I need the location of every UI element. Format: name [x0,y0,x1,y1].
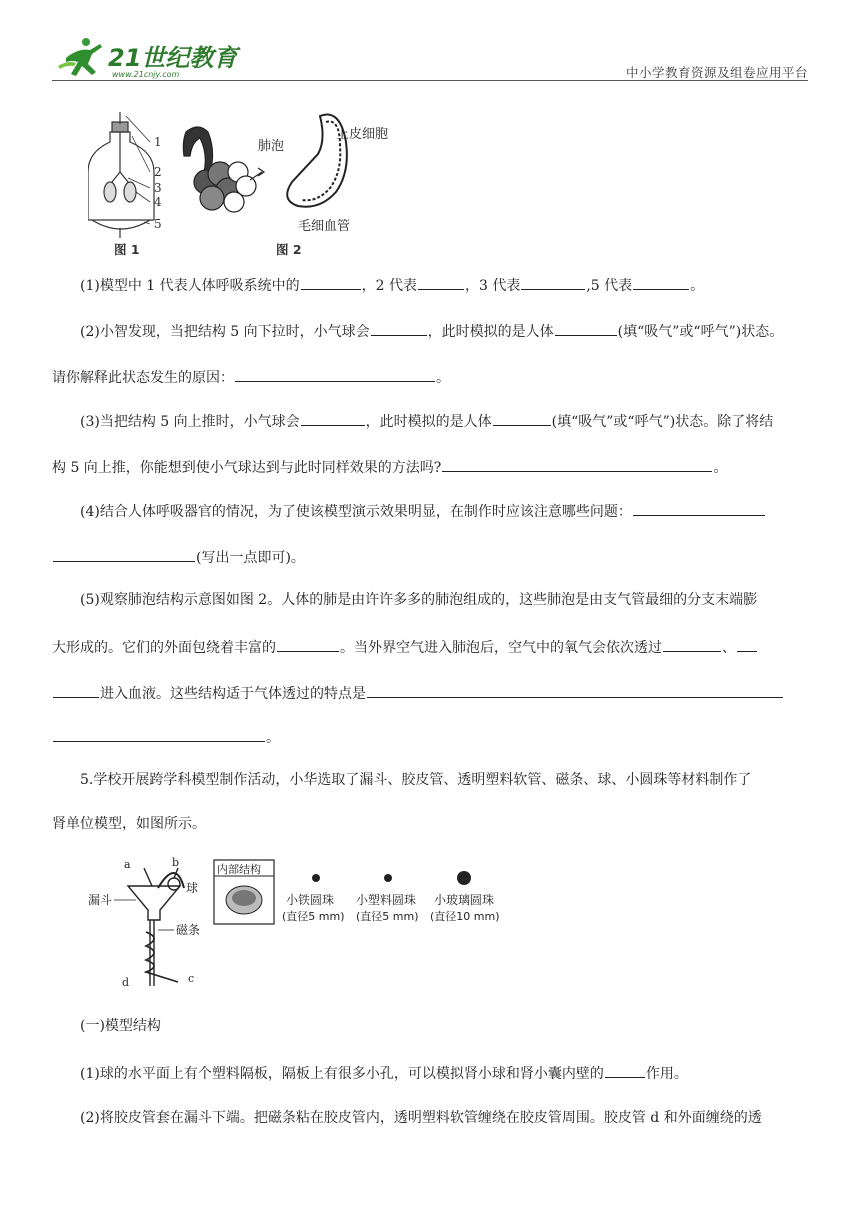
answer-blank[interactable] [53,682,99,698]
answer-blank[interactable] [633,274,689,290]
question-5: (5)观察肺泡结构示意图如图 2。人体的肺是由许许多多的肺泡组成的，这些肺泡是由支气管最细的分支末端膨 [80,592,758,608]
section-q1: (1)球的水平面上有个塑料隔板，隔板上有很多小孔，可以模拟肾小球和肾小囊内壁的 作用。 [80,1062,810,1084]
answer-blank[interactable] [367,682,783,698]
bead-size: (直径10 mm) [430,910,500,923]
label-c: c [188,972,195,985]
bead-size: (直径5 mm) [282,910,345,923]
logo-text: 21世纪教育 [108,44,238,72]
answer-blank[interactable] [442,456,712,472]
answer-blank[interactable] [371,320,427,336]
question-4-line2: (写出一点即可)。 [52,546,810,568]
answer-blank[interactable] [493,410,551,426]
answer-blank[interactable] [663,636,721,652]
answer-blank[interactable] [53,546,195,562]
label-funnel: 漏斗 [88,893,113,907]
answer-blank[interactable] [521,274,585,290]
question-5-line2: 大形成的。它们的外面包绕着丰富的 。当外界空气进入肺泡后，空气中的氧气会依次透过 、 [52,636,810,658]
answer-blank[interactable] [605,1062,645,1078]
answer-blank[interactable] [633,500,765,516]
section-q2: (2)将胶皮管套在漏斗下端。把磁条粘在胶皮管内，透明塑料软管缠绕在胶皮管周围。胶皮管 d 和外面缠绕的透 [80,1110,762,1126]
question-2-line2: 请你解释此状态发生的原因： 。 [52,366,810,388]
label-d: d [122,976,130,989]
label-a: a [124,858,131,871]
fig1-label-1: 1 [154,135,162,149]
logo [52,36,252,80]
answer-blank[interactable] [301,410,365,426]
answer-blank[interactable] [53,726,265,742]
answer-blank[interactable] [418,274,464,290]
label-magnet: 磁条 [176,923,201,937]
fig1-label-5: 5 [154,217,162,231]
question-1: (1)模型中 1 代表人体呼吸系统中的 ，2 代表 ，3 代表 ,5 代表 。 [80,274,810,296]
bead-size: (直径5 mm) [356,910,419,923]
answer-blank[interactable] [301,274,361,290]
epithelial-label: 上皮细胞 [336,127,389,142]
section-title: (一)模型结构 [80,1018,161,1034]
bead-name: 小塑料圆珠 [356,893,417,907]
question-2: (2)小智发现，当把结构 5 向下拉时，小气球会 ，此时模拟的是人体 (填“吸气”或“呼气”)状态。 [80,320,810,342]
header-divider [52,80,808,81]
respiration-figures [88,102,408,262]
problem-5: 5.学校开展跨学科模型制作活动，小华选取了漏斗、胶皮管、透明塑料软管、磁条、球、小圆珠等材料制作了 [80,772,752,788]
label-inner-structure: 内部结构 [217,863,261,876]
answer-blank[interactable] [277,636,339,652]
label-ball: 球 [186,881,199,895]
fig1-label-4: 4 [154,195,162,209]
fig1-label-2: 2 [154,165,162,179]
bead-name: 小铁圆珠 [286,893,335,907]
runner-icon [58,38,102,76]
alveoli-drawing [183,127,264,212]
answer-blank[interactable] [737,636,757,652]
capillary-label: 毛细血管 [298,219,351,234]
bell-jar-model [88,112,154,238]
glass-bead [457,871,471,885]
kidney-model-figure [88,852,528,990]
problem-5-line2: 肾单位模型，如图所示。 [52,816,206,832]
label-b: b [172,856,180,869]
plastic-bead [384,874,392,882]
fig2-caption: 图 2 [276,242,302,257]
answer-blank[interactable] [235,366,435,382]
question-3-line2: 构 5 向上推，你能想到使小气球达到与此时同样效果的方法吗? 。 [52,456,810,478]
alveolus-label: 肺泡 [258,139,285,154]
page-header [52,36,808,82]
fig1-label-3: 3 [154,181,162,195]
question-5-line3: 进入血液。这些结构适于气体透过的特点是 [52,682,810,704]
question-5-line4: 。 [52,726,810,748]
platform-name: 中小学教育资源及组卷应用平台 [625,65,808,80]
question-4: (4)结合人体呼吸器官的情况，为了使该模型演示效果明显，在制作时应该注意哪些问题： [80,500,810,522]
answer-blank[interactable] [555,320,617,336]
bead-name: 小玻璃圆珠 [434,893,495,907]
question-3: (3)当把结构 5 向上推时，小气球会 ，此时模拟的是人体 (填“吸气”或“呼气”)状态。除了将结 [80,410,810,432]
iron-bead [312,874,320,882]
fig1-caption: 图 1 [114,242,140,257]
logo-url: www.21cnjy.com [112,70,180,79]
